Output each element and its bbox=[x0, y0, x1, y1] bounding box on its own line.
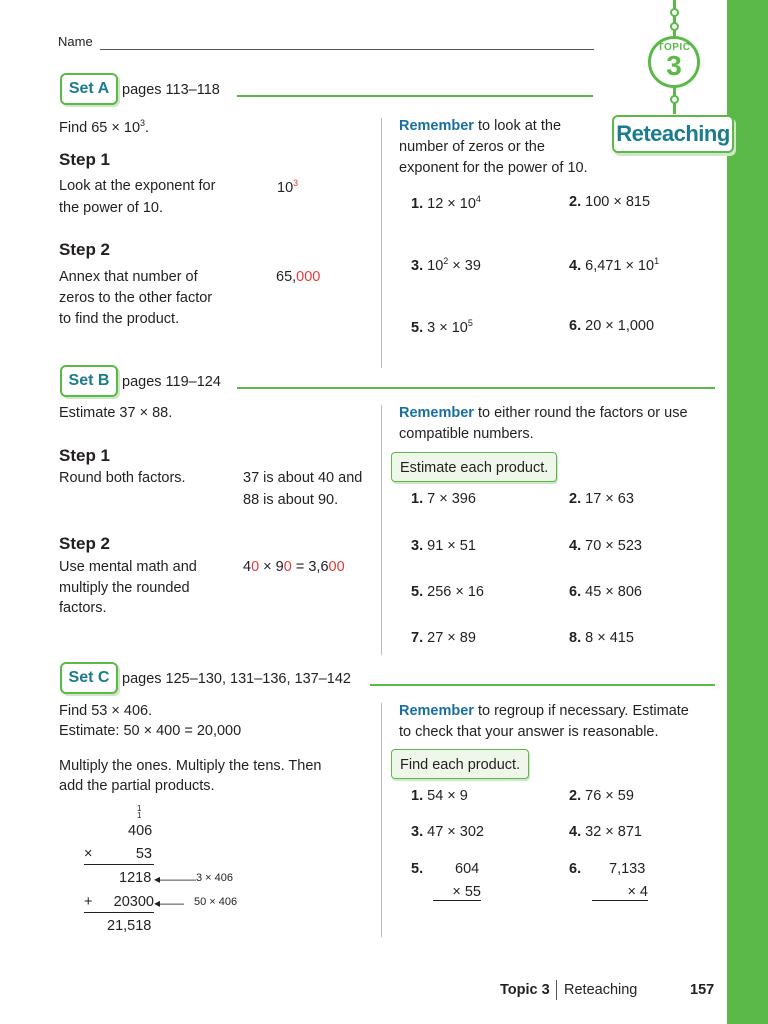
set-a-step1-value: $10^3$ bbox=[277, 178, 299, 196]
final-product: 21,518 bbox=[107, 918, 152, 934]
footer-separator bbox=[556, 980, 557, 1000]
set-c-pages: pages 125–130, 131–136, 137–142 bbox=[122, 671, 351, 687]
arrow-left-icon: ◂—— bbox=[154, 896, 185, 910]
set-a-step1-text2: the power of 10. bbox=[59, 200, 163, 216]
set-a-problem-2: 2. 100 × 815 bbox=[569, 194, 651, 210]
set-c-rule bbox=[370, 684, 715, 686]
set-b-badge: Set B bbox=[60, 365, 118, 397]
set-b-step1-value1: 37 is about 40 and bbox=[243, 470, 363, 486]
set-a-remember: Remember to look at the bbox=[399, 118, 562, 134]
partial-product-2-row: + 20300 bbox=[84, 894, 154, 913]
set-a-step1-title: Step 1 bbox=[59, 150, 111, 169]
set-b-remember-2: compatible numbers. bbox=[399, 426, 534, 442]
set-b-problem-5: 5. 256 × 16 bbox=[411, 584, 484, 600]
set-b-problem-2: 2. 17 × 63 bbox=[569, 491, 634, 507]
set-b-step1-title: Step 1 bbox=[59, 446, 111, 465]
set-c-prompt: Find each product. bbox=[391, 749, 529, 779]
carry-digit: 1 bbox=[137, 804, 142, 813]
set-a-step2-title: Step 2 bbox=[59, 240, 111, 259]
set-c-text2: add the partial products. bbox=[59, 778, 215, 794]
multiplicand: 406 bbox=[128, 823, 153, 839]
set-a-step1-text1: Look at the exponent for bbox=[59, 178, 216, 194]
set-b-problem-7: 7. 27 × 89 bbox=[411, 630, 476, 646]
set-a-problem-5: 5. $3 \times 10^5$ bbox=[411, 318, 473, 336]
set-c-problem-5-bottom: × 55 bbox=[433, 884, 481, 901]
set-c-problem-2: 2. 76 × 59 bbox=[569, 788, 634, 804]
set-a-problem-6: 6. 20 × 1,000 bbox=[569, 318, 655, 334]
set-c-problem-6-bottom: × 4 bbox=[592, 884, 648, 901]
set-c-problem-1: 1. 54 × 9 bbox=[411, 788, 468, 804]
topic-knob-icon bbox=[670, 8, 679, 17]
partial-note-1: 3 × 406 bbox=[196, 872, 234, 884]
set-b-problem-1: 1. 7 × 396 bbox=[411, 491, 476, 507]
arrow-left-icon: ◂——— bbox=[154, 872, 197, 886]
set-b-prompt: Estimate each product. bbox=[391, 452, 557, 482]
set-b-problem-6: 6. 45 × 806 bbox=[569, 584, 642, 600]
green-sidebar bbox=[727, 0, 768, 1024]
set-b-step1-value2: 88 is about 90. bbox=[243, 492, 339, 508]
set-a-badge: Set A bbox=[60, 73, 118, 105]
topic-word: TOPIC bbox=[657, 42, 691, 53]
set-b-remember: Remember to either round the factors or use bbox=[399, 405, 688, 421]
set-a-remember-2: number of zeros or the bbox=[399, 139, 545, 155]
set-a-pages: pages 113–118 bbox=[122, 82, 220, 98]
carry-digit: 1 bbox=[137, 811, 142, 820]
partial-note-2: 50 × 406 bbox=[194, 896, 238, 908]
set-c-problem-4: 4. 32 × 871 bbox=[569, 824, 642, 840]
set-b-estimate: Estimate 37 × 88. bbox=[59, 405, 173, 421]
name-label: Name bbox=[58, 34, 93, 49]
set-c-problem-5-top: 604 bbox=[455, 861, 480, 877]
multiplier-row: × 53 bbox=[84, 846, 154, 865]
set-a-step2-text2: zeros to the other factor bbox=[59, 290, 213, 306]
set-c-problem-6-number: 6. bbox=[569, 861, 582, 877]
footer-section: Reteaching bbox=[564, 982, 638, 998]
set-a-remember-3: exponent for the power of 10. bbox=[399, 160, 588, 176]
set-c-find: Find 53 × 406. bbox=[59, 703, 153, 719]
footer-topic: Topic 3 bbox=[500, 982, 550, 998]
set-c-badge: Set C bbox=[60, 662, 118, 694]
set-a-problem-1: 1. $12 \times 10^4$ bbox=[411, 194, 481, 212]
set-c-remember: Remember to regroup if necessary. Estimate bbox=[399, 703, 689, 719]
set-a-step2-text1: Annex that number of bbox=[59, 269, 198, 285]
name-line[interactable] bbox=[100, 49, 594, 50]
set-b-pages: pages 119–124 bbox=[122, 374, 221, 390]
set-b-step2-text2: multiply the rounded bbox=[59, 580, 190, 596]
set-c-remember-2: to check that your answer is reasonable. bbox=[399, 724, 659, 740]
set-b-step2-equation: 40 × 90 = 3,600 bbox=[243, 559, 345, 575]
set-a-step2-value: 65,000 bbox=[276, 269, 321, 285]
set-b-problem-3: 3. 91 × 51 bbox=[411, 538, 476, 554]
set-c-problem-5-number: 5. bbox=[411, 861, 424, 877]
topic-knob-icon bbox=[670, 22, 679, 31]
set-a-find: Find $65 \times 10^3$. bbox=[59, 118, 150, 136]
set-a-problem-3: 3. $10^2 \times 39$ bbox=[411, 256, 481, 274]
topic-number: 3 bbox=[666, 50, 682, 81]
set-b-step2-text3: factors. bbox=[59, 600, 107, 616]
partial-product-1: 1218 bbox=[119, 870, 152, 886]
set-b-step2-text1: Use mental math and bbox=[59, 559, 197, 575]
set-b-step1-text: Round both factors. bbox=[59, 470, 186, 486]
set-b-problem-8: 8. 8 × 415 bbox=[569, 630, 634, 646]
set-c-estimate: Estimate: 50 × 400 = 20,000 bbox=[59, 723, 242, 739]
set-c-problem-6-top: 7,133 bbox=[609, 861, 646, 877]
set-a-divider bbox=[381, 118, 382, 368]
page-number: 157 bbox=[690, 982, 715, 998]
set-c-text1: Multiply the ones. Multiply the tens. Then bbox=[59, 758, 322, 774]
set-c-problem-3: 3. 47 × 302 bbox=[411, 824, 484, 840]
reteaching-label: Reteaching bbox=[612, 115, 734, 153]
set-a-rule bbox=[237, 95, 593, 97]
set-b-rule bbox=[237, 387, 715, 389]
set-a-problem-4: 4. $6,471 \times 10^1$ bbox=[569, 256, 660, 274]
set-a-step2-text3: to find the product. bbox=[59, 311, 180, 327]
set-b-step2-title: Step 2 bbox=[59, 534, 111, 553]
set-b-problem-4: 4. 70 × 523 bbox=[569, 538, 642, 554]
topic-knob-icon bbox=[670, 95, 679, 104]
set-c-divider bbox=[381, 703, 382, 937]
set-b-divider bbox=[381, 405, 382, 655]
